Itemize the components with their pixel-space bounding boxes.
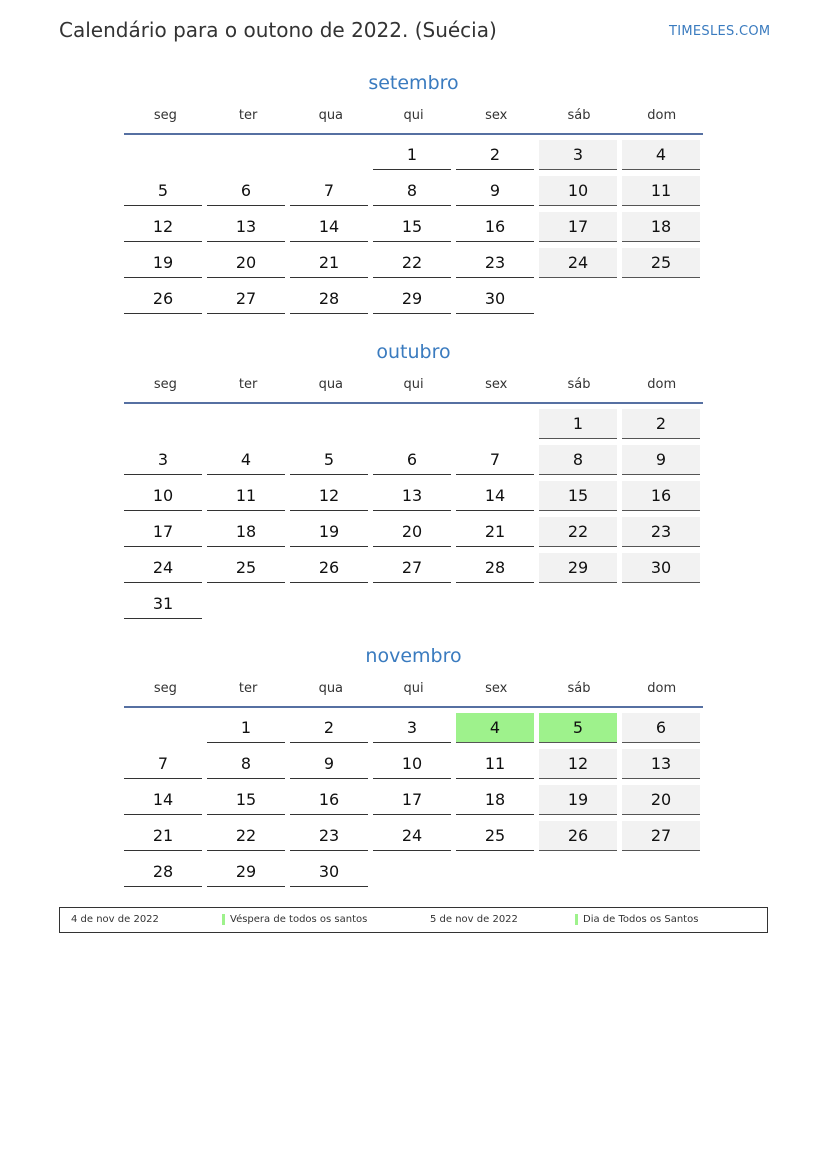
day-cell: 4 [456,713,534,743]
weekday-label: qua [318,680,344,696]
weekday-label: seg [153,680,177,696]
day-cell: 4 [207,445,285,475]
day-cell: 9 [622,445,700,475]
day-grid [124,140,703,314]
empty-day-cell [124,140,202,170]
day-cell: 6 [207,176,285,206]
weekday-label: dom [647,680,677,696]
weekday-label: sex [485,680,508,696]
day-cell: 28 [124,857,202,887]
weekday-label: ter [238,680,258,696]
day-cell: 24 [373,821,451,851]
day-cell: 31 [124,589,202,619]
month-september [124,68,703,314]
day-cell: 10 [373,749,451,779]
day-cell: 27 [207,284,285,314]
day-cell: 7 [290,176,368,206]
day-cell: 14 [290,212,368,242]
empty-day-cell [124,713,202,743]
day-cell: 22 [539,517,617,547]
day-cell: 26 [124,284,202,314]
day-cell: 19 [290,517,368,547]
weekday-label: ter [238,376,258,392]
day-cell: 29 [373,284,451,314]
weekday-label: qui [403,107,424,123]
empty-day-cell [207,140,285,170]
day-cell: 22 [373,248,451,278]
day-cell: 28 [456,553,534,583]
legend-holiday-name: Dia de Todos os Santos [583,914,699,925]
day-cell: 23 [622,517,700,547]
day-cell: 1 [539,409,617,439]
weekday-header [124,673,703,703]
day-cell: 14 [456,481,534,511]
day-cell: 21 [290,248,368,278]
day-grid [124,409,703,619]
day-cell: 16 [456,212,534,242]
day-cell: 3 [539,140,617,170]
day-cell: 11 [207,481,285,511]
holiday-color-marker [222,914,225,925]
day-cell: 30 [622,553,700,583]
day-cell: 30 [456,284,534,314]
holiday-color-marker [575,914,578,925]
day-cell: 7 [124,749,202,779]
month-title: outubro [376,341,451,363]
day-cell: 15 [539,481,617,511]
empty-day-cell [456,409,534,439]
day-cell: 13 [207,212,285,242]
day-cell: 6 [373,445,451,475]
day-cell: 8 [539,445,617,475]
day-cell: 21 [456,517,534,547]
day-cell: 1 [373,140,451,170]
weekday-label: dom [647,376,677,392]
day-cell: 7 [456,445,534,475]
day-cell: 3 [373,713,451,743]
legend-holiday-name: Véspera de todos os santos [230,914,368,925]
month-november [124,641,703,887]
header-divider [124,706,703,708]
day-cell: 26 [539,821,617,851]
day-cell: 20 [207,248,285,278]
day-cell: 1 [207,713,285,743]
header-divider [124,133,703,135]
day-cell: 3 [124,445,202,475]
day-cell: 2 [622,409,700,439]
weekday-label: ter [238,107,258,123]
weekday-label: seg [153,107,177,123]
month-october [124,337,703,619]
weekday-label: sáb [567,376,591,392]
empty-day-cell [124,409,202,439]
day-cell: 9 [290,749,368,779]
weekday-label: sex [485,107,508,123]
day-cell: 12 [124,212,202,242]
weekday-label: qua [318,376,344,392]
weekday-label: qui [403,680,424,696]
day-cell: 2 [290,713,368,743]
day-cell: 17 [539,212,617,242]
day-cell: 8 [373,176,451,206]
day-cell: 5 [124,176,202,206]
day-cell: 19 [539,785,617,815]
holiday-legend [59,907,768,933]
day-cell: 12 [290,481,368,511]
weekday-header [124,100,703,130]
empty-day-cell [290,140,368,170]
day-cell: 24 [124,553,202,583]
day-cell: 27 [622,821,700,851]
day-cell: 11 [456,749,534,779]
day-cell: 23 [456,248,534,278]
day-cell: 15 [207,785,285,815]
month-title: novembro [365,645,462,667]
day-cell: 28 [290,284,368,314]
day-cell: 21 [124,821,202,851]
day-cell: 13 [373,481,451,511]
day-cell: 8 [207,749,285,779]
day-cell: 29 [539,553,617,583]
legend-date: 4 de nov de 2022 [71,914,159,925]
header-divider [124,402,703,404]
day-cell: 17 [373,785,451,815]
day-cell: 4 [622,140,700,170]
weekday-header [124,369,703,399]
page-title: Calendário para o outono de 2022. (Suécia) [59,18,497,42]
day-cell: 14 [124,785,202,815]
day-cell: 10 [124,481,202,511]
day-cell: 18 [207,517,285,547]
day-cell: 20 [622,785,700,815]
day-cell: 20 [373,517,451,547]
brand-link[interactable]: TIMESLES.COM [669,24,771,39]
day-cell: 16 [622,481,700,511]
day-cell: 29 [207,857,285,887]
day-cell: 5 [539,713,617,743]
day-cell: 15 [373,212,451,242]
weekday-label: seg [153,376,177,392]
empty-day-cell [373,409,451,439]
day-cell: 23 [290,821,368,851]
day-cell: 13 [622,749,700,779]
weekday-label: qui [403,376,424,392]
day-cell: 25 [622,248,700,278]
day-cell: 10 [539,176,617,206]
weekday-label: sáb [567,107,591,123]
day-cell: 19 [124,248,202,278]
day-cell: 26 [290,553,368,583]
day-cell: 9 [456,176,534,206]
empty-day-cell [207,409,285,439]
month-title: setembro [368,72,459,94]
day-cell: 16 [290,785,368,815]
day-cell: 22 [207,821,285,851]
weekday-label: dom [647,107,677,123]
weekday-label: sáb [567,680,591,696]
day-cell: 5 [290,445,368,475]
empty-day-cell [290,409,368,439]
day-cell: 24 [539,248,617,278]
day-cell: 2 [456,140,534,170]
day-cell: 25 [207,553,285,583]
day-cell: 18 [456,785,534,815]
day-cell: 27 [373,553,451,583]
day-cell: 18 [622,212,700,242]
day-cell: 6 [622,713,700,743]
day-cell: 30 [290,857,368,887]
legend-date: 5 de nov de 2022 [430,914,518,925]
day-cell: 17 [124,517,202,547]
day-cell: 25 [456,821,534,851]
weekday-label: sex [485,376,508,392]
day-cell: 11 [622,176,700,206]
day-cell: 12 [539,749,617,779]
day-grid [124,713,703,887]
weekday-label: qua [318,107,344,123]
